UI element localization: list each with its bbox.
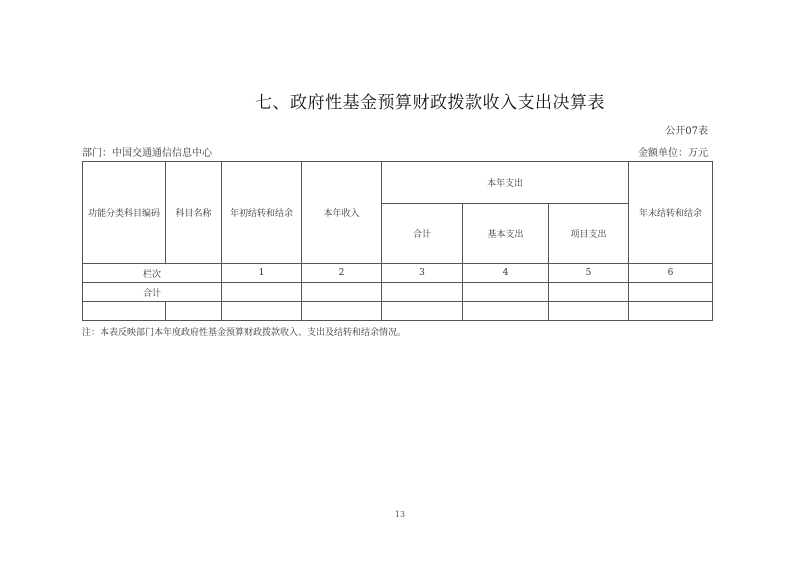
table-cell [463, 283, 549, 302]
table-cell [382, 302, 463, 321]
col-number: 5 [549, 264, 629, 283]
header-opening-balance: 年初结转和结余 [222, 162, 302, 264]
table-cell [222, 302, 302, 321]
table-cell [302, 302, 382, 321]
table-cell [549, 302, 629, 321]
budget-table [82, 161, 713, 321]
table-row [83, 264, 713, 283]
unit-label: 金额单位：万元 [638, 148, 708, 159]
header-closing-balance: 年末结转和结余 [629, 162, 713, 264]
table-cell [382, 283, 463, 302]
col-number: 2 [302, 264, 382, 283]
header-project: 项目支出 [549, 204, 629, 264]
col-number: 1 [222, 264, 302, 283]
header-subject-name: 科目名称 [166, 162, 222, 264]
table-row [83, 283, 713, 302]
table-row [83, 302, 713, 321]
header-total: 合计 [382, 204, 463, 264]
table-cell [302, 283, 382, 302]
table-cell [166, 302, 222, 321]
total-label: 合计 [83, 283, 222, 302]
col-number: 4 [463, 264, 549, 283]
table-note: 注：本表反映部门本年度政府性基金预算财政拨款收入、支出及结转和结余情况。 [82, 328, 407, 338]
col-number: 3 [382, 264, 463, 283]
page-number: 13 [394, 510, 406, 519]
table-cell [463, 302, 549, 321]
header-basic: 基本支出 [463, 204, 549, 264]
table-cell [222, 283, 302, 302]
row-index-label: 栏次 [83, 264, 222, 283]
table-cell [549, 283, 629, 302]
header-expenditure: 本年支出 [382, 162, 629, 204]
page-title: 七、政府性基金预算财政拨款收入支出决算表 [255, 93, 605, 113]
form-number: 公开07表 [665, 126, 708, 137]
table-cell [629, 283, 713, 302]
table-cell [83, 302, 166, 321]
col-number: 6 [629, 264, 713, 283]
department-label: 部门：中国交通通信信息中心 [82, 148, 212, 159]
header-func-code: 功能分类科目编码 [83, 162, 166, 264]
table-cell [629, 302, 713, 321]
header-income: 本年收入 [302, 162, 382, 264]
